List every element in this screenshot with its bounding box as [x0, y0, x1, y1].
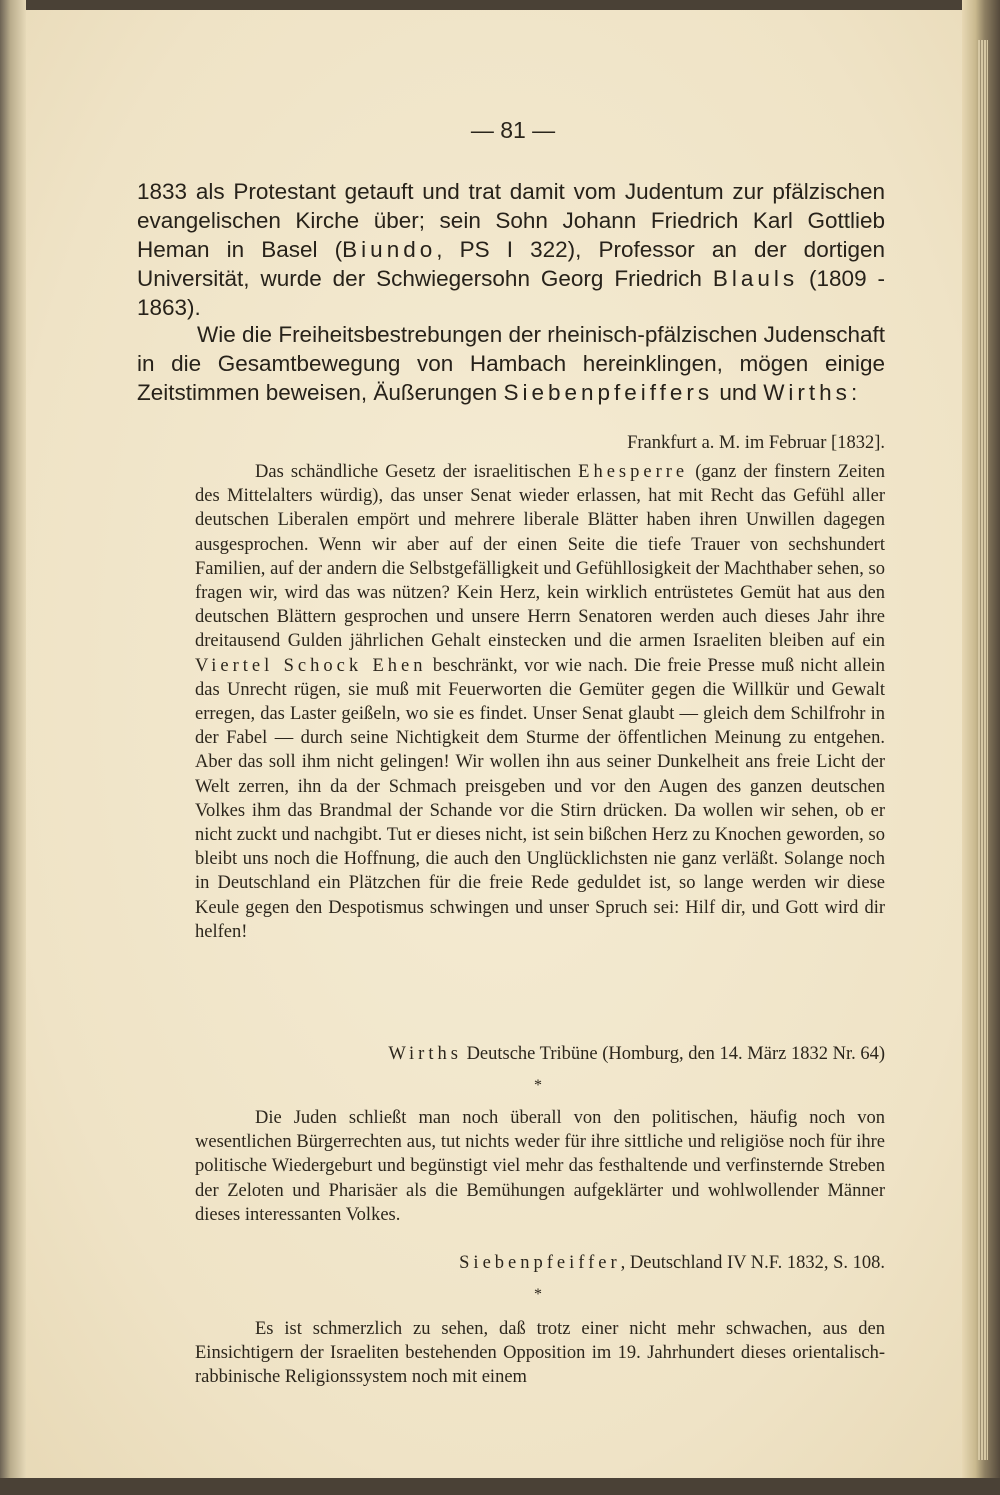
spaced-name: Blauls	[712, 266, 799, 291]
quote-dateline: Frankfurt a. M. im Februar [1832].	[627, 433, 885, 453]
spaced-term: Ehesperre	[578, 462, 689, 482]
text-run: (1809 - 1863).	[137, 266, 886, 320]
text-run: , PS I 322), Professor an der dortigen Universität, wurde der Schwiegersohn Georg Friedrich	[137, 237, 885, 291]
text-run: und	[713, 380, 764, 405]
book-gutter	[0, 0, 26, 1495]
source-citation: , Deutschland IV N.F. 1832, S. 108.	[620, 1253, 885, 1273]
source-author: Wirths	[388, 1044, 462, 1064]
source-author: Siebenpfeiffer	[459, 1253, 621, 1273]
section-separator: *	[534, 1286, 542, 1303]
text-run: 1833 als Protestant getauft und trat damit vom Judentum zur pfälzischen evangelischen Kirche über; sein Sohn Johann Friedrich Karl Gottlieb Heman in Basel (	[137, 179, 885, 262]
text-run: Das schändliche Gesetz der israelitischen	[255, 462, 579, 482]
quote-2: Die Juden schließt man noch überall von den politischen, häufig noch von wesentlichen Bürgerrechten aus, tut nichts weder für ihre sittliche und religiöse noch für ihre politische Wiedergeburt und begünstigt viel mehr das festhaltende und verfinsternde Streben der Zeloten und Pharisäer als die Bemühungen aufgeklärter und wohlwollender Männer dieses interessanten Volkes.	[195, 1108, 885, 1225]
text-run: (ganz der finstern Zeiten des Mittelalters würdig), das unser Senat wieder erlassen, hat mit Recht das Gefühl aller deutschen Liberalen empört und mehrere liberale Blätter haben ihren Unwillen dagegen ausgesprochen. Wenn wir aber auf der einen Seite die tiefe Trauer von sechshundert Familien, auf der andern die Selbstgefälligkeit und Gefühllosigkeit der Machthaber sehen, so fragen wir, wird das was nützen? Kein Herz, kein wirklich entrüstetes Gemüt hat aus den deutschen Blättern gesprochen und unsere Herrn Senatoren werden auch dieses Jahr ihre dreitausend Gulden jährlichen Gehalt einstecken und die armen Israeliten bleiben auf ein	[195, 462, 885, 652]
spaced-term: Viertel Schock Ehen	[195, 655, 427, 676]
page-stack	[978, 40, 988, 1460]
paragraph-2	[137, 320, 885, 407]
section-separator: *	[534, 1077, 542, 1094]
spaced-name: Wirths	[763, 380, 851, 405]
scan-edge-top	[0, 0, 1000, 10]
paragraph-1	[137, 177, 885, 322]
quote-3: Es ist schmerzlich zu sehen, daß trotz einer nicht mehr schwachen, aus den Einsichtigern der Israeliten bestehenden Opposition im 19. Jahrhundert dieses orientalisch-rabbinische Religionssystem noch mit einem	[195, 1319, 885, 1388]
quote-1-source	[388, 1044, 885, 1065]
page-number: — 81 —	[470, 117, 556, 143]
text-run: beschränkt, vor wie nach. Die freie Presse muß nicht allein das Unrecht rügen, sie muß mit Feuerworten die Gemüter gegen die Willkür und Gewalt erregen, das Laster geißeln, wo sie es findet. Unser Senat glaubt — gleich dem Schilfrohr in der Fabel — durch seine Nichtigkeit dem Sturme der öffentlichen Meinung zu entgehen. Aber das soll ihm nicht gelingen! Wir wollen ihn aus seiner Dunkelheit ans freie Licht der Welt zerren, ihn da der Schmach preisgeben und vor den Augen des ganzen deutschen Volkes ihm das Brandmal der Schande vor die Stirn drücken. Da wollen wir sehen, ob er nicht zuckt und nachgibt. Tut er dieses nicht, ist sein bißchen Herz zu Knochen geworden, so bleibt uns noch die Hoffnung, die auch den Unglücklichsten nie ganz verläßt. Solange noch in Deutschland ein Plätzchen für die freie Rede geduldet ist, so lange werden wir diese Keule gegen den Despotismus schwingen und unser Spruch sei: Hilf dir, und Gott wird dir helfen!	[195, 655, 885, 942]
source-citation: Deutsche Tribüne (Homburg, den 14. März 1832 Nr. 64)	[461, 1044, 885, 1064]
text-run: :	[850, 380, 858, 405]
quote-1	[195, 460, 885, 944]
spaced-name: Biundo	[342, 237, 437, 262]
scan-edge-bottom	[0, 1478, 1000, 1495]
spaced-name: Siebenpfeiffers	[503, 380, 714, 405]
quote-2-source	[459, 1253, 885, 1274]
text-run: Wie die Freiheitsbestrebungen der rheinisch-pfälzischen Judenschaft in die Gesamtbewegung von Hambach hereinklingen, mögen einige Zeitstimmen beweisen, Äußerungen	[137, 322, 885, 405]
